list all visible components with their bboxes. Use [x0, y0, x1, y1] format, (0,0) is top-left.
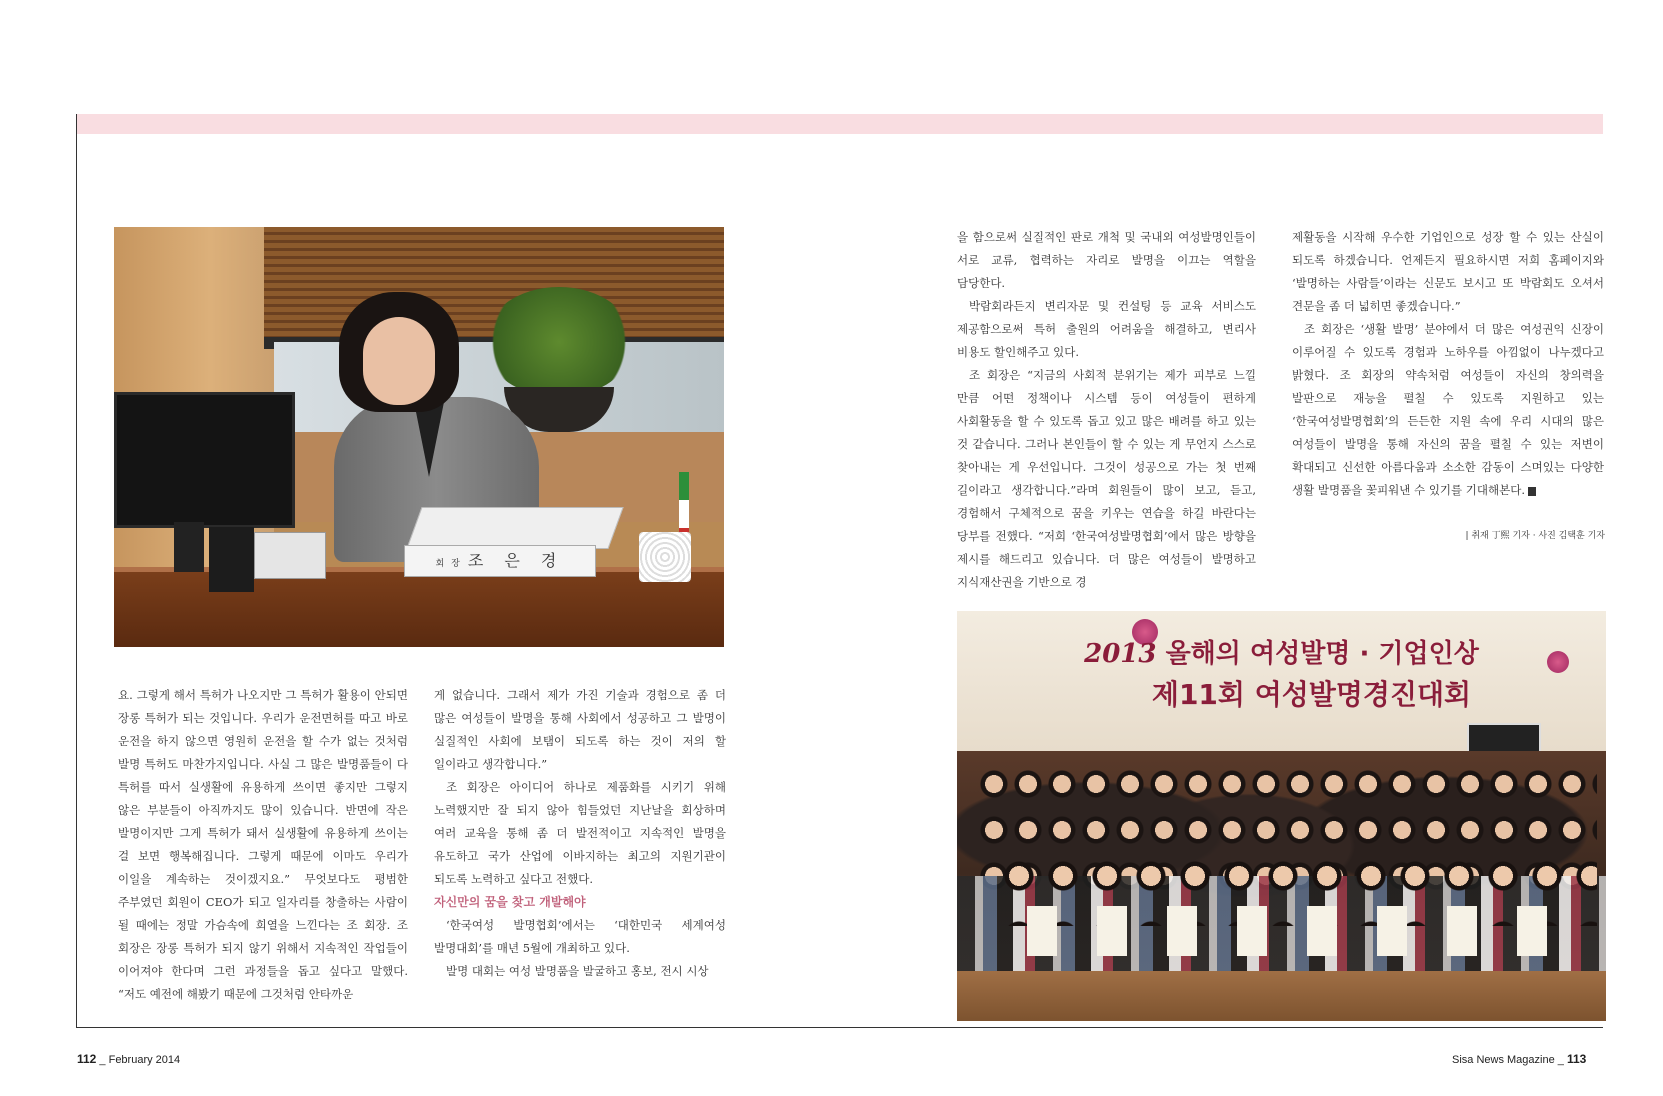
end-mark-icon: [1528, 487, 1536, 496]
banner-subtitle: 제11회 여성발명경진대회: [1151, 678, 1472, 711]
page-left-rule: [76, 114, 77, 1028]
article-column-4: [1292, 226, 1604, 502]
folio-issue: _ February 2014: [99, 1054, 181, 1066]
paragraph: 을 함으로써 실질적인 판로 개척 및 국내외 여성발명인들이 서로 교류, 협력하는 자리로 발명을 이끄는 역할을 담당한다.: [957, 230, 1256, 290]
paragraph: 발명 대회는 여성 발명품을 발굴하고 홍보, 전시 시상: [446, 964, 709, 978]
award-ceremony-photo: [957, 611, 1606, 1021]
desk-nameplate: 회 장 조 은 경: [404, 545, 596, 577]
chairwoman-office-photo: [114, 227, 724, 647]
article-column-1: [118, 684, 408, 1006]
page-number: 112: [77, 1052, 97, 1066]
header-band: [77, 114, 1603, 134]
paragraph: 제활동을 시작해 우수한 기업인으로 성장 할 수 있는 산실이 되도록 하겠습니다. 언제든지 필요하시면 저희 홈페이지와 ‘발명하는 사람들’이라는 신문도 보시고 또 박람회도 오셔서 견문을 좀 더 넓히면 좋겠습니다.”: [1292, 230, 1604, 313]
paragraph: 게 없습니다. 그래서 제가 가진 기술과 경험으로 좀 더 많은 여성들이 발명을 통해 사회에서 성공하고 그 발명이 실질적인 사회에 보탬이 되도록 하는 것이 저의 할 일이라고 생각합니다.”: [434, 688, 726, 771]
page-bottom-rule: [76, 1027, 1603, 1028]
right-folio: [1452, 1052, 1586, 1066]
left-folio: [77, 1052, 180, 1066]
article-column-3: [957, 226, 1256, 594]
page-number: 113: [1566, 1052, 1587, 1066]
paragraph: 조 회장은 아이디어 하나로 제품화를 시키기 위해 노력했지만 잘 되지 않아 힘들었던 지난날을 회상하며 여러 교육을 통해 좀 더 발전적이고 지속적인 발명을 유도하고 국가 산업에 이바지하는 최고의 지원기관이 되도록 노력하고 싶다고 전했다.: [434, 780, 726, 886]
photo-credit: | 취재 丁熙 기자 · 사진 김택훈 기자: [1465, 531, 1605, 541]
paragraph: ‘한국여성 발명협회’에서는 ‘대한민국 세계여성 발명대회’를 매년 5월에 개최하고 있다.: [434, 918, 726, 955]
paragraph: 요. 그렇게 해서 특허가 나오지만 그 특허가 활용이 안되면 장롱 특허가 되는 것입니다. 우리가 운전면허를 따고 바로 운전을 하지 않으면 영원히 운전을 할 수가 없는 것처럼 발명 특허도 마찬가지입니다. 사실 그 많은 발명품들이 다 특허를 따서 실생활에 유용하게 쓰이면 좋지만 그렇지 않은 부분들이 아직까지도 많이 있습니다. 반면에 작은 발명이지만 그게 특허가 돼서 실생활에 유용하게 쓰이는 걸 보면 행복해집니다. 그렇게 때문에 이마도 우리가 이일을 계속하는 것이겠지요.” 무엇보다도 평범한 주부였던 회원이 CEO가 되고 일자리를 창출하는 사람이 될 때에는 정말 가슴속에 희열을 느낀다는 조 회장. 조 회장은 장롱 특허가 되지 않기 위해서 지속적인 작업들이 이어져야 한다며 그런 과정들을 돕고 싶다고 말했다. “저도 예전에 해봤기 때문에 그것처럼 안타까운: [118, 688, 408, 1001]
section-subheading: 자신만의 꿈을 찾고 개발해야: [434, 895, 586, 909]
banner-title: 2013 올해의 여성발명 · 기업인상: [1084, 639, 1479, 669]
folio-magazine: Sisa News Magazine _: [1452, 1054, 1564, 1066]
paragraph: 조 회장은 ‘생활 발명’ 분야에서 더 많은 여성권익 신장이 이루어질 수 있도록 경험과 노하우를 아낌없이 나누겠다고 밝혔다. 조 회장의 약속처럼 여성들이 자신의 창의력을 발판으로 재능을 펼칠 수 있도록 지원하고 있는 ‘한국여성발명협회’의 든든한 지원 속에 우리 시대의 많은 여성들이 발명을 통해 자신의 꿈을 펼칠 수 있는 저변이 확대되고 신선한 아름다움과 소소한 감동이 스며있는 다양한 생활 발명품을 꽃피워낸 수 있기를 기대해본다.: [1292, 322, 1604, 497]
article-column-2: [434, 684, 726, 983]
paragraph: 박람회라든지 변리자문 및 컨설팅 등 교육 서비스도 제공함으로써 특허 출원의 어려움을 해결하고, 변리사 비용도 할인해주고 있다.: [957, 299, 1256, 359]
paragraph: 조 회장은 “지금의 사회적 분위기는 제가 피부로 느낄 만큼 어떤 정책이나 시스템 등이 여성들이 편하게 사회활동을 할 수 있도록 돕고 있고 많은 배려를 하고 있는 것 같습니다. 그러나 본인들이 할 수 있는 게 무언지 스스로 찾아내는 게 우선입니다. 그것이 성공으로 가는 첫 번째 길이라고 생각합니다.”라며 회원들이 많이 보고, 듣고, 경험해서 구체적으로 꿈을 키우는 연습을 하길 바란다는 당부를 전했다. “저희 ‘한국여성발명협회’에서 많은 방향을 제시를 해드리고 있습니다. 더 많은 여성들이 발명하고 지식재산권을 기반으로 경: [957, 368, 1256, 589]
